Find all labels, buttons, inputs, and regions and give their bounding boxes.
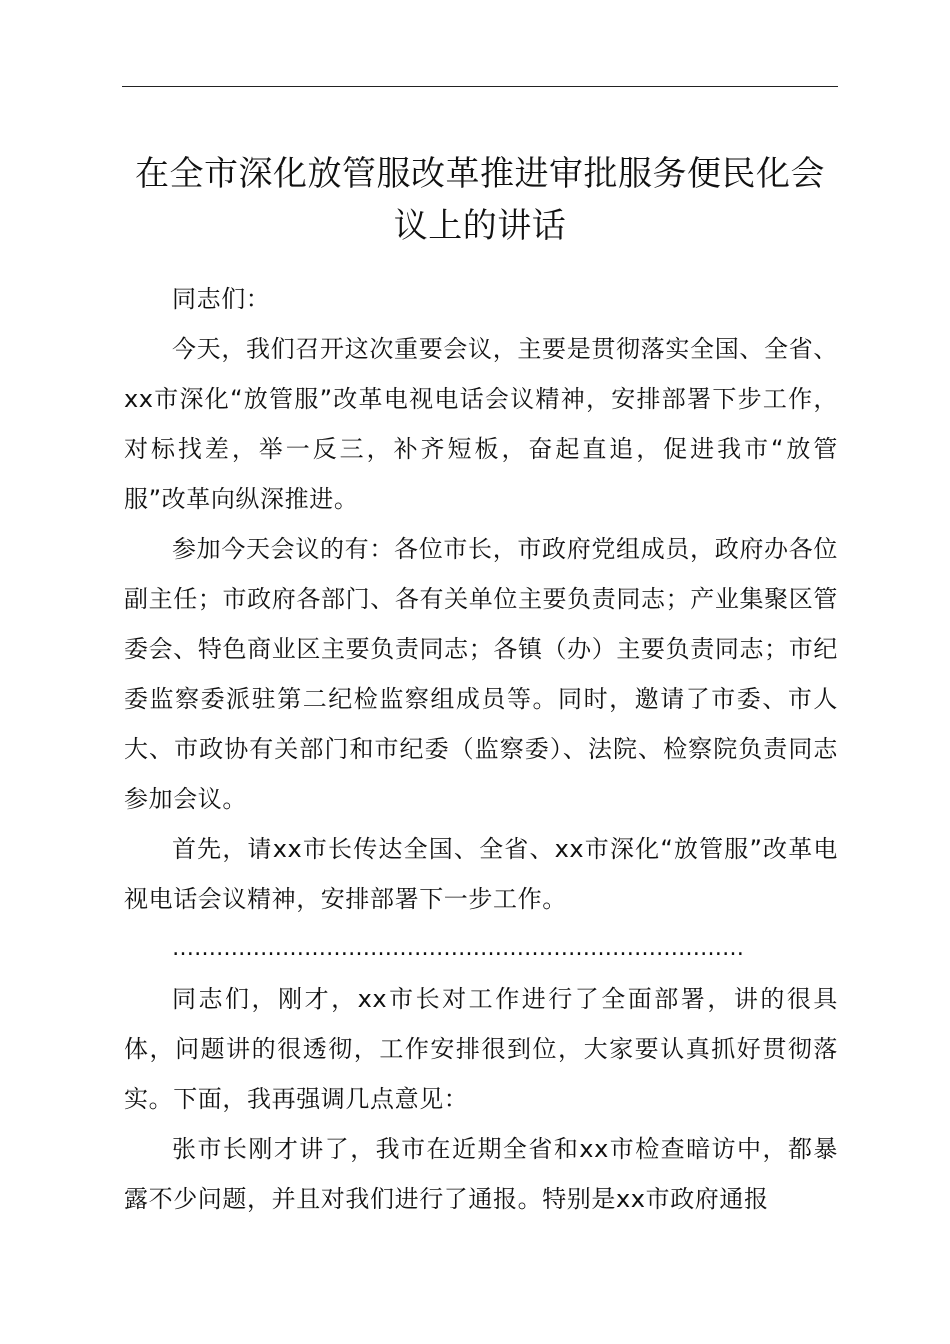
title-line-2: 议上的讲话 — [393, 206, 567, 246]
paragraph-5: 张市长刚才讲了，我市在近期全省和xx市检查暗访中，都暴露不少问题，并且对我们进行了通报。特别是xx市政府通报 — [124, 1135, 838, 1213]
salutation: 同志们： — [172, 285, 271, 313]
document-body — [124, 274, 838, 1224]
paragraph-4: 同志们，刚才，xx市长对工作进行了全面部署，讲的很具体，问题讲的很透彻，工作安排很到位，大家要认真抓好贯彻落实。下面，我再强调几点意见： — [124, 985, 838, 1113]
header-rule — [122, 86, 838, 87]
document-title — [110, 148, 850, 252]
paragraph-3: 首先，请xx市长传达全国、全省、xx市深化“放管服”改革电视电话会议精神，安排部署下一步工作。 — [124, 835, 838, 913]
paragraph-1: 今天，我们召开这次重要会议，主要是贯彻落实全国、全省、xx市深化“放管服”改革电视电话会议精神，安排部署下步工作，对标找差，举一反三，补齐短板，奋起直追，促进我市“放管服”改革向纵深推进。 — [124, 335, 838, 513]
paragraph-2: 参加今天会议的有：各位市长，市政府党组成员，政府办各位副主任；市政府各部门、各有关单位主要负责同志；产业集聚区管委会、特色商业区主要负责同志；各镇（办）主要负责同志；市纪委监察委派驻第二纪检监察组成员等。同时，邀请了市委、市人大、市政协有关部门和市纪委（监察委）、法院、检察院负责同志参加会议。 — [124, 535, 838, 813]
title-line-1: 在全市深化放管服改革推进审批服务便民化会 — [135, 154, 825, 194]
ellipsis-separator: …………………………………………………………………… — [172, 936, 744, 961]
